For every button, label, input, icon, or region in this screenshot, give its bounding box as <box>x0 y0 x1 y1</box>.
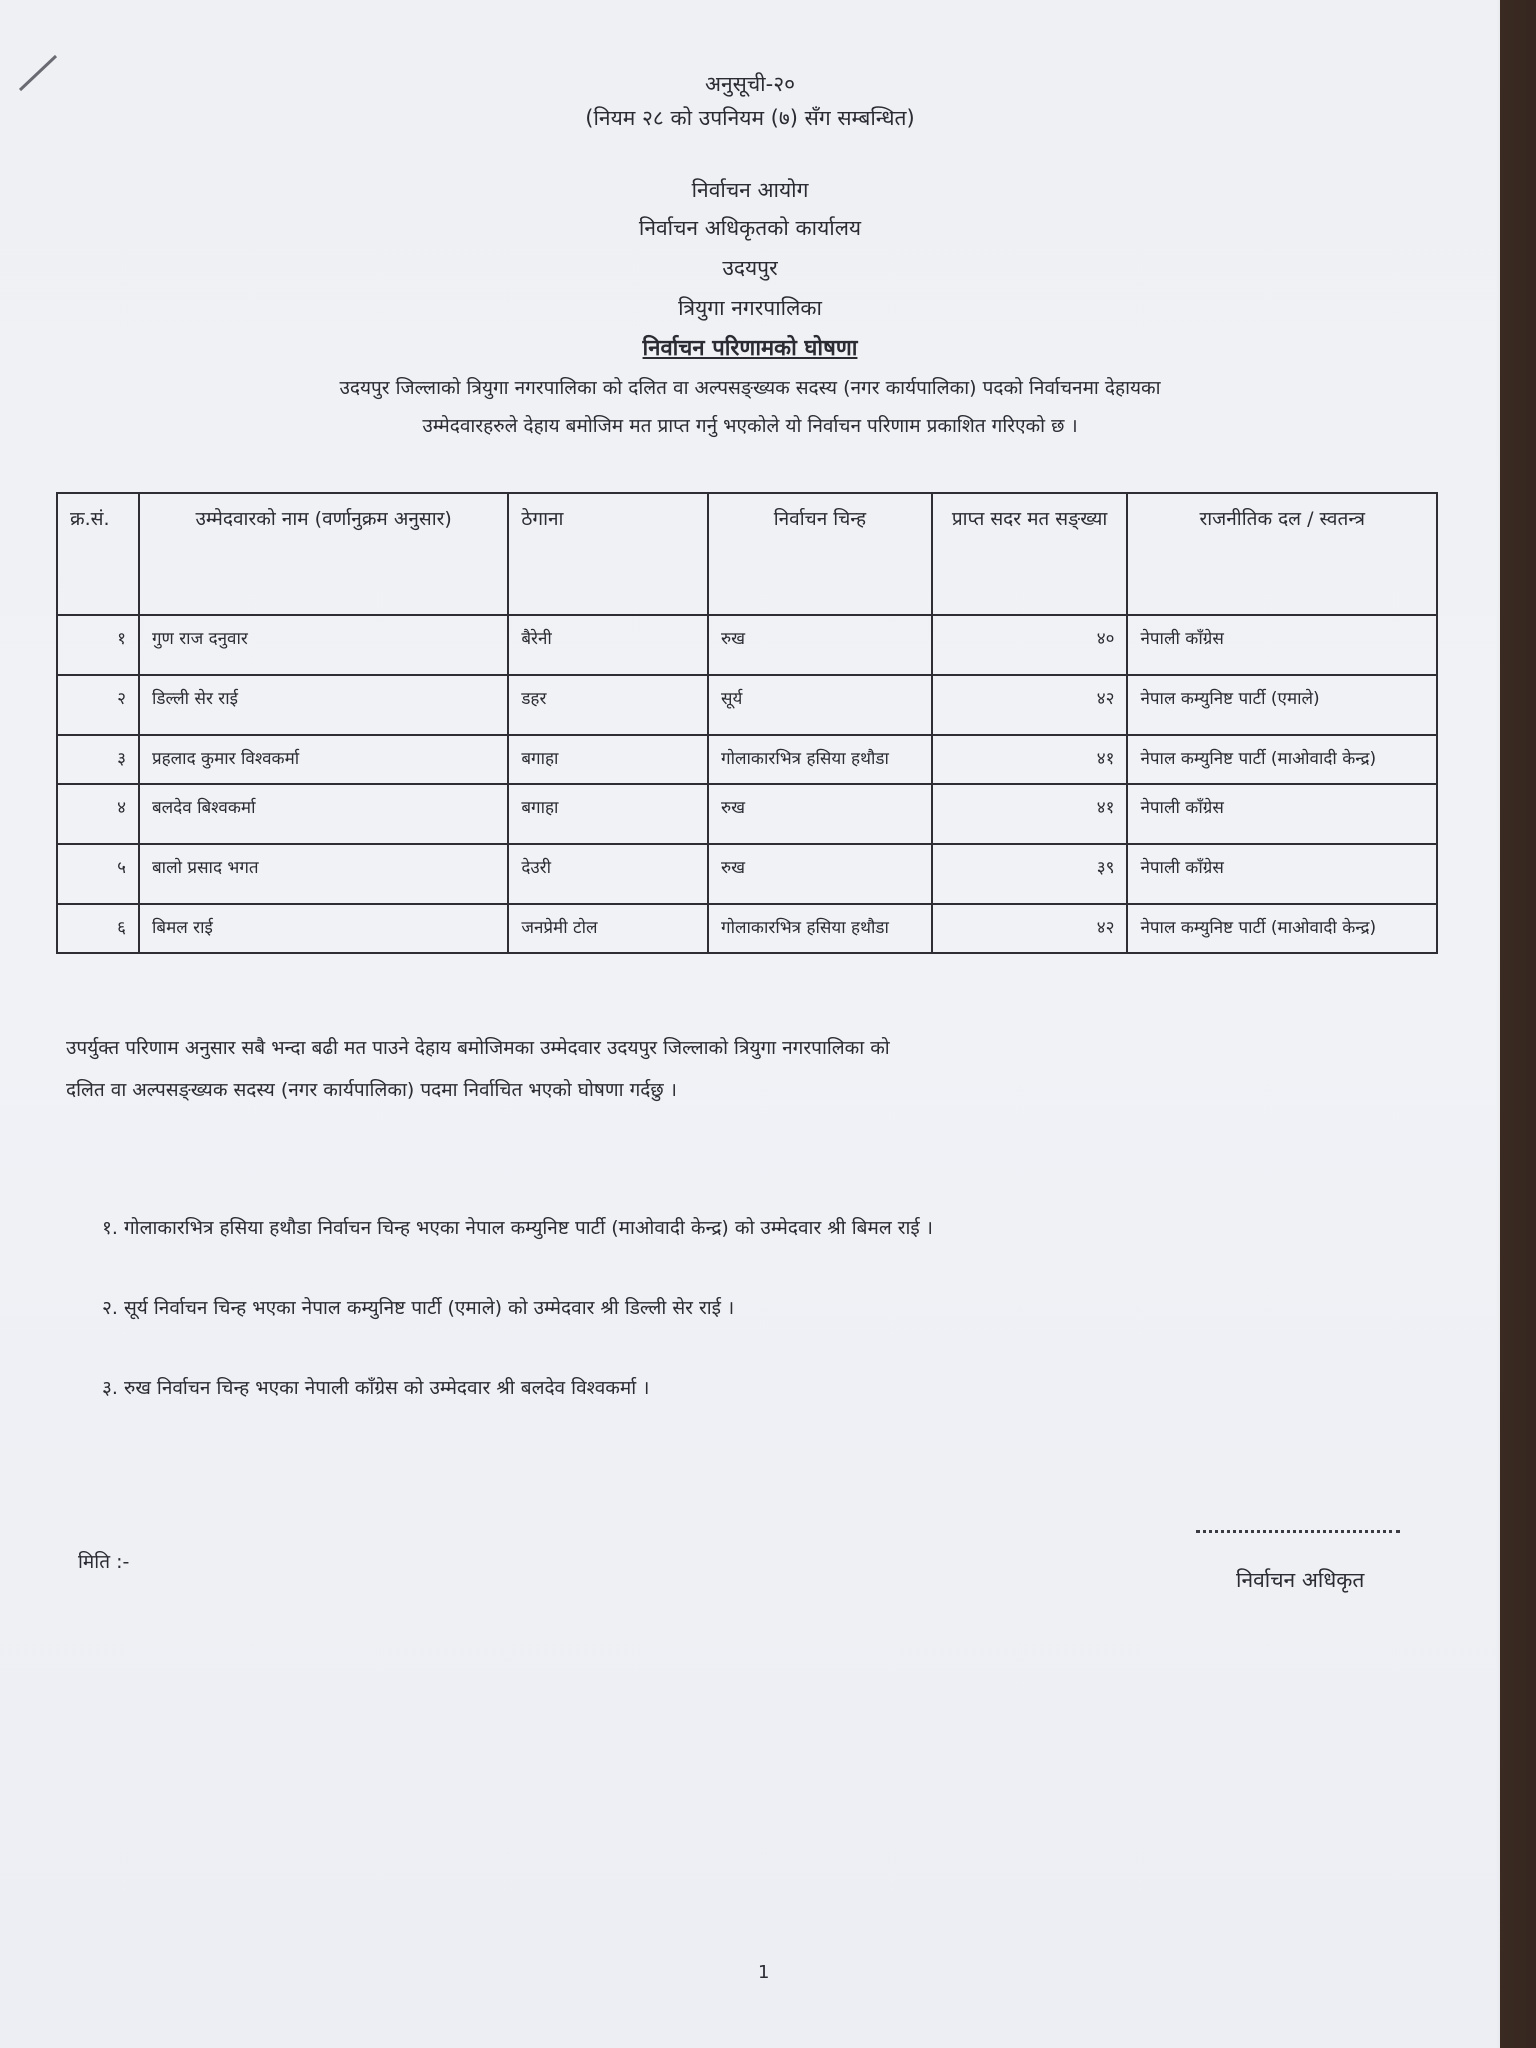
table-row <box>57 904 1437 953</box>
cell-votes: ४२ <box>932 675 1128 735</box>
header-party: राजनीतिक दल / स्वतन्त्र <box>1127 493 1437 615</box>
table-row <box>57 844 1437 904</box>
table-row <box>57 615 1437 675</box>
cell-name: बालो प्रसाद भगत <box>139 844 508 904</box>
municipality-name: त्रियुगा नगरपालिका <box>678 296 822 320</box>
cell-symbol: सूर्य <box>708 675 932 735</box>
cell-party: नेपाली काँग्रेस <box>1127 844 1437 904</box>
cell-address: देउरी <box>508 844 708 904</box>
document-title: निर्वाचन परिणामको घोषणा <box>642 336 858 361</box>
cell-address: जनप्रेमी टोल <box>508 904 708 953</box>
cell-address: बैरेनी <box>508 615 708 675</box>
cell-sn: ५ <box>57 844 139 904</box>
results-table <box>56 492 1438 954</box>
table-row <box>57 784 1437 844</box>
cell-name: बिमल राई <box>139 904 508 953</box>
cell-symbol: गोलाकारभित्र हसिया हथौडा <box>708 735 932 784</box>
cell-sn: ३ <box>57 735 139 784</box>
cell-votes: ४१ <box>932 784 1128 844</box>
cell-party: नेपाल कम्युनिष्ट पार्टी (माओवादी केन्द्र) <box>1127 735 1437 784</box>
cell-votes: ४१ <box>932 735 1128 784</box>
cell-sn: ६ <box>57 904 139 953</box>
date-label: मिति :- <box>78 1551 130 1573</box>
cell-symbol: रुख <box>708 844 932 904</box>
cell-votes: ४२ <box>932 904 1128 953</box>
cell-party: नेपाली काँग्रेस <box>1127 615 1437 675</box>
cell-symbol: रुख <box>708 615 932 675</box>
cell-votes: ४० <box>932 615 1128 675</box>
header-address: ठेगाना <box>508 493 708 615</box>
conclusion-line-1: उपर्युक्त परिणाम अनुसार सबै भन्दा बढी मत पाउने देहाय बमोजिमका उम्मेदवार उदयपुर जिल्लाको त्रियुगा नगरपालिका को <box>66 1037 890 1059</box>
elected-item-3: ३. रुख निर्वाचन चिन्ह भएका नेपाली काँग्रेस को उम्मेदवार श्री बलदेव विश्वकर्मा । <box>102 1377 650 1399</box>
cell-name: बलदेव बिश्वकर्मा <box>139 784 508 844</box>
header-votes: प्राप्त सदर मत सङ्ख्या <box>932 493 1128 615</box>
cell-name: गुण राज दनुवार <box>139 615 508 675</box>
district-name: उदयपुर <box>722 256 778 280</box>
intro-line-1: उदयपुर जिल्लाको त्रियुगा नगरपालिका को दलित वा अल्पसङ्ख्यक सदस्य (नगर कार्यपालिका) पदको निर्वाचनमा देहायका <box>339 377 1161 399</box>
cell-party: नेपाली काँग्रेस <box>1127 784 1437 844</box>
cell-votes: ३९ <box>932 844 1128 904</box>
page-number: 1 <box>758 1962 770 1983</box>
cell-sn: १ <box>57 615 139 675</box>
cell-name: डिल्ली सेर राई <box>139 675 508 735</box>
cell-address: डहर <box>508 675 708 735</box>
cell-symbol: गोलाकारभित्र हसिया हथौडा <box>708 904 932 953</box>
header-symbol: निर्वाचन चिन्ह <box>708 493 932 615</box>
cell-address: बगाहा <box>508 735 708 784</box>
commission-name: निर्वाचन आयोग <box>691 178 809 202</box>
cell-address: बगाहा <box>508 784 708 844</box>
cell-sn: २ <box>57 675 139 735</box>
cell-party: नेपाल कम्युनिष्ट पार्टी (एमाले) <box>1127 675 1437 735</box>
cell-symbol: रुख <box>708 784 932 844</box>
signature-line <box>1196 1530 1400 1533</box>
intro-line-2: उम्मेदवारहरुले देहाय बमोजिम मत प्राप्त गर्नु भएकोले यो निर्वाचन परिणाम प्रकाशित गरिएको छ । <box>422 415 1078 437</box>
elected-item-2: २. सूर्य निर्वाचन चिन्ह भएका नेपाल कम्युनिष्ट पार्टी (एमाले) को उम्मेदवार श्री डिल्ली सेर राई । <box>102 1297 735 1319</box>
table-header-row <box>57 493 1437 615</box>
header-name: उम्मेदवारको नाम (वर्णानुक्रम अनुसार) <box>139 493 508 615</box>
elected-item-1: १. गोलाकारभित्र हसिया हथौडा निर्वाचन चिन्ह भएका नेपाल कम्युनिष्ट पार्टी (माओवादी केन्द्र) को उम्मेदवार श्री बिमल राई । <box>102 1217 934 1239</box>
conclusion-line-2: दलित वा अल्पसङ्ख्यक सदस्य (नगर कार्यपालिका) पदमा निर्वाचित भएको घोषणा गर्दछु । <box>66 1079 677 1101</box>
table-row <box>57 735 1437 784</box>
cell-sn: ४ <box>57 784 139 844</box>
page-edge-shadow <box>1496 0 1536 2048</box>
cell-party: नेपाल कम्युनिष्ट पार्टी (माओवादी केन्द्र) <box>1127 904 1437 953</box>
header-sn: क्र.सं. <box>57 493 139 615</box>
cell-name: प्रहलाद कुमार विश्वकर्मा <box>139 735 508 784</box>
rule-reference: (नियम २८ को उपनियम (७) सँग सम्बन्धित) <box>585 106 915 130</box>
office-name: निर्वाचन अधिकृतको कार्यालय <box>638 216 862 240</box>
table-row <box>57 675 1437 735</box>
signatory-title: निर्वाचन अधिकृत <box>1236 1568 1365 1592</box>
schedule-number: अनुसूची-२० <box>704 72 796 96</box>
